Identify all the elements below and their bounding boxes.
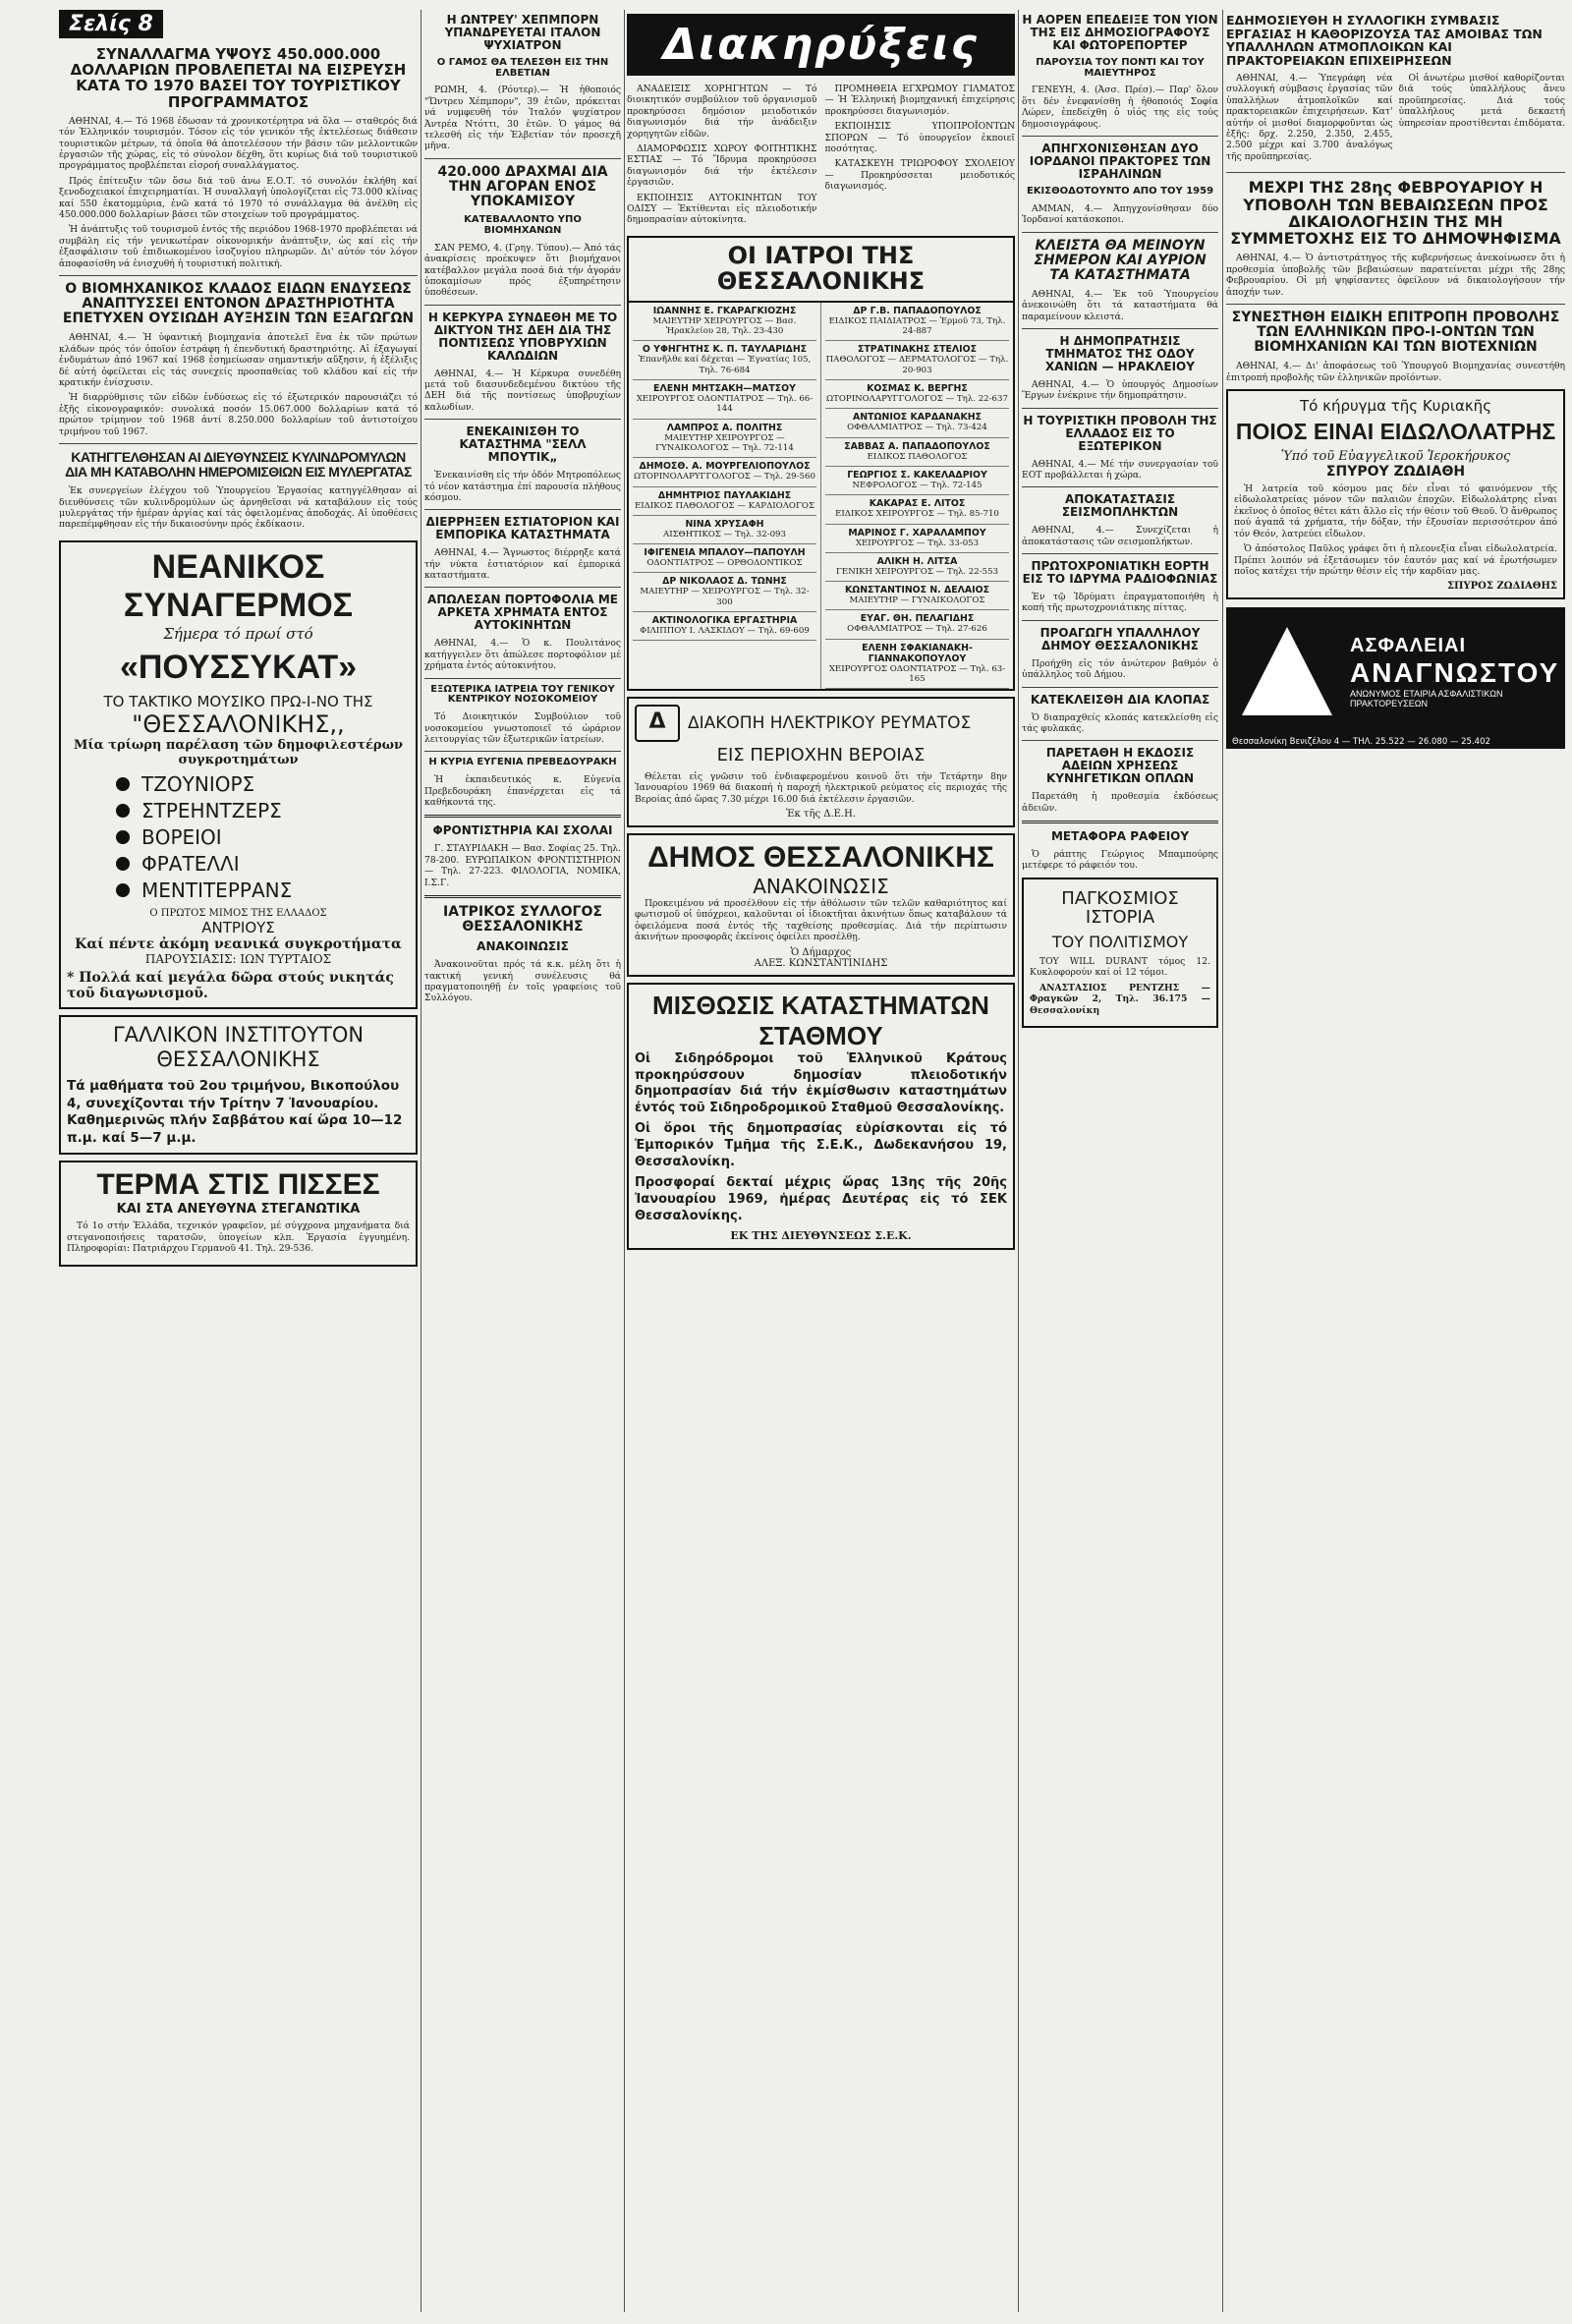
article-text: Οἱ ἀνωτέρω μισθοί καθορίζονται διά τούς ὑπαλλήλους ἄνευ προϋπηρεσίας. Διά τούς ὑπαλλήλους μετά δεκαετή ὑπηρεσίαν προστίθενται ἐπιδόματα. (1398, 73, 1565, 129)
ad-subtitle: Σήμερα τό πρωί στό (163, 624, 313, 643)
article-text: Πρός ἐπίτευξιν τῶν ὅσω διά τοῦ ἀνω Ε.Ο.Τ. τό συνολόν ἐκλήθη καί ξενοδοχειακοί ἐπιχειρηματίαι. Ἡ συναλλαγή ὑπολογίζεται εἰς 73.000 κλίνας καί 550 ἐκατομμύρια, ἐνῶ κατά τό 1970 τό συνάλλαγμα θά ἀνέλθη εἰς 450.000.000 δολλαρίων βάσει τῶν στοιχείων τοῦ προγράμματος. (59, 175, 418, 220)
divider (424, 751, 621, 752)
doctor-specialty: ΟΔΟΝΤΙΑΤΡΟΣ — ΟΡΘΟΔΟΝΤΙΚΟΣ (646, 558, 803, 569)
doctor-entry (825, 409, 1009, 437)
notice-text: Προσφοραί δεκταί μέχρις ὥρας 13ης τῆς 20ῆς Ἰανουαρίου 1969, ἡμέρας Δευτέρας εἰς τό ΣΕΚ Θεσσαλονίκης. (635, 1174, 1007, 1223)
ad-book (1022, 878, 1218, 1028)
article-text: ΓΕΝΕΥΗ, 4. (Ἀσσ. Πρέσ).— Παρ' ὅλον ὅτι δέν ἐνεφανίσθη ἡ ἠθοποιός Σοφία Λώρεν, ἐπεδείχθη ὁ υἱός της εἰς τούς δημοσιογράφους. (1022, 85, 1218, 130)
notice-text: Οἱ ὅροι τῆς δημοπρασίας εὑρίσκονται εἰς τό Ἐμπορικόν Τμῆμα τῆς Σ.Ε.Κ., Δωδεκανήσου 19, Θεσσαλονίκη. (635, 1121, 1007, 1169)
sermon-text: Ὁ ἀπόστολος Παῦλος γράφει ὅτι ἡ πλεονεξία εἶναι εἰδωλολατρεία. Πρέπει λοιπόν νά ἐξετάσωμεν τόν ἑαυτόν μας καί νά ἐρωτήσωμεν ποῖος κατέχει τήν πρώτην θέσιν εἰς τήν καρδίαν μας. (1234, 543, 1557, 577)
divider (1022, 232, 1218, 233)
sermon-text: Ἡ λατρεία τοῦ κόσμου μας δέν εἶναι τό φαινόμενον τῆς εἰδωλολατρείας μόνον τῶν παλαιῶν ἐποχῶν. Εἰδωλολάτρης εἶναι ἐκεῖνος ὁ ὁποῖος θέτει κάτι ἄλλο εἰς τήν θέσιν τοῦ Θεοῦ. Ὁ ἄνθρωπος πού ἀγαπᾶ τά χρήματα, τήν δόξαν, τήν ἐξουσίαν περισσότερον ἀπό τόν Θεόν, λατρεύει εἴδωλον. (1234, 483, 1557, 539)
doctor-name: ΑΝΤΩΝΙΟΣ ΚΑΡΔΑΝΑΚΗΣ (853, 412, 982, 424)
divider (424, 158, 621, 159)
ad-text: "ΘΕΣΣΑΛΟΝΙΚΗΣ,, (132, 709, 345, 738)
notice-text: ΔΙΑΜΟΡΦΩΣΙΣ ΧΩΡΟΥ ΦΟΙΤΗΤΙΚΗΣ ΕΣΤΙΑΣ — Τό Ἵδρυμα προκηρύσσει διαγωνισμόν διά τήν ἐκτέλεσιν ἐργασιῶν. (627, 143, 817, 189)
doctor-name: ΕΛΕΝΗ ΜΗΤΣΑΚΗ—ΜΑΤΣΟΥ (653, 382, 796, 394)
notice-text: ΕΚΠΟΙΗΣΙΣ ΥΠΟΠΡΟΪΟΝΤΩΝ ΣΠΟΡΩΝ — Τό ὑπουργεῖον ἐκποιεῖ ποσότητας. (824, 121, 1015, 155)
divider (424, 305, 621, 306)
divider (59, 443, 418, 444)
headline-tourism-promotion: Η ΤΟΥΡΙΣΤΙΚΗ ΠΡΟΒΟΛΗ ΤΗΣ ΕΛΛΑΔΟΣ ΕΙΣ ΤΟ ΕΞΩΤΕΡΙΚΟΝ (1023, 413, 1217, 453)
headline-shop-opening: ΕΝΕΚΑΙΝΙΣΘΗ ΤΟ ΚΑΤΑΣΤΗΜΑ "ΣΕΛΛ ΜΠΟΥΤΙΚ„ (459, 425, 587, 465)
doctor-entry (633, 303, 816, 342)
sermon-title: ΠΟΙΟΣ ΕΙΝΑΙ ΕΙΔΩΛΟΛΑΤΡΗΣ (1235, 419, 1556, 445)
doctor-name: ΣΑΒΒΑΣ Α. ΠΑΠΑΔΟΠΟΥΛΟΣ (844, 440, 990, 452)
divider (1022, 408, 1218, 409)
divider (424, 815, 621, 818)
column-1 (59, 10, 418, 2312)
doctor-name: Ο ΥΦΗΓΗΤΗΣ Κ. Π. ΤΑΥΛΑΡΙΔΗΣ (642, 344, 808, 356)
article-text: ΑΜΜΑΝ, 4.— Ἀπηγχονίσθησαν δύο Ἰορδανοί κατάσκοποι. (1022, 202, 1218, 226)
doctors-list-right (821, 303, 1013, 690)
subheadline: ΠΑΡΟΥΣΙΑ ΤΟΥ ΠΟΝΤΙ ΚΑΙ ΤΟΥ ΜΑΙΕΥΤΗΡΟΣ (1036, 56, 1205, 79)
divider (424, 895, 621, 898)
divider (59, 275, 418, 276)
article-text: ΑΘΗΝΑΙ, 4.— Ἄγνωστος διέρρηξε κατά τήν νύκτα ἑστιατόριον καί ἐμπορικά καταστήματα. (424, 547, 621, 582)
notice-sign: ΕΚ ΤΗΣ ΔΙΕΥΘΥΝΣΕΩΣ Σ.Ε.Κ. (730, 1228, 912, 1242)
notice-sign: Ὁ Δήμαρχος (790, 946, 852, 958)
notice-text: Θέλεται εἰς γνῶσιν τοῦ ἐνδιαφερομένου κοινοῦ ὅτι τήν Τετάρτην 8ην Ἰανουαρίου 1969 θά διακοπή ἡ παροχή ἠλεκτρικοῦ ρεύματος εἰς περιοχάς τῆς Βεροίας ἀπό ὥρας 7.30 μέχρι 16.00 διά ἐκτέλεσιν ἐργασιῶν. (635, 770, 1007, 805)
divider (1022, 620, 1218, 621)
headline-shops-closed: ΚΛΕΙΣΤΑ ΘΑ ΜΕΙΝΟΥΝ ΣΗΜΕΡΟΝ ΚΑΙ ΑΥΡΙΟΝ ΤΑ ΚΑΤΑΣΤΗΜΑΤΑ (1034, 237, 1207, 283)
page-label: Σελίς 8 (59, 10, 163, 38)
doctor-specialty: ΜΑΙΕΥΤΗΡ — ΓΥΝΑΙΚΟΛΟΓΟΣ (849, 595, 985, 606)
headline-tailor: ΜΕΤΑΦΟΡΑ ΡΑΦΕΙΟΥ (1050, 829, 1190, 844)
ad-text: Μία τρίωρη παρέλαση τῶν δημοφιλεστέρων συγκροτημάτων (74, 737, 403, 767)
article-text: Ἡ διαρρύθμισις τῶν εἰδῶν ἐνδύσεως εἰς τό ἐξωτερικόν παρουσιάζει τό ἑξῆς εἰκονογραφικόν: συνολικά ποσόν 15.067.000 δολλαρίων κατά τό πρώτον τρίμηνον τοῦ 1968 ἀντί 8.250.000 δολλαρίων τοῦ ἀντιστοίχου τριμήνου τοῦ 1967. (59, 392, 418, 437)
headline-hepburn: Η ΩΝΤΡΕΥ' ΧΕΠΜΠΟΡΝ ΥΠΑΝΔΡΕΥΕΤΑΙ ΙΤΑΛΟΝ ΨΥΧΙΑΤΡΟΝ (444, 13, 601, 52)
ad-text: * Πολλά καί μεγάλα δῶρα στούς νικητάς τοῦ διαγωνισμοῦ. (67, 969, 394, 1001)
doctor-entry (633, 458, 816, 486)
ad-text: ΑΝΩΝΥΜΟΣ ΕΤΑΙΡΙΑ ΑΣΦΑΛΙΣΤΙΚΩΝ ΠΡΑΚΤΟΡΕΥΣΕΩΝ (1350, 688, 1503, 709)
column-rule (1222, 10, 1223, 2312)
ad-text: Τό 1ο στήν Ἑλλάδα, τεχνικόν γραφεῖον, μέ σύγχρονα μηχανήματα διά στεγανοποιήσεις ταρατσῶν, ὑπογείων κλπ. Ἐργασία ἐγγυημένη. Πληροφορίαι: Πατριάρχου Γερμανοῦ 41. Τηλ. 29-536. (67, 1220, 410, 1255)
article-text: Ἐκ συνεργείων ἐλέγχου τοῦ Ὑπουργείου Ἐργασίας κατηγγέλθησαν αἱ διευθύνσεις τῶν κυλινδρομύλων ὡς ἀρνηθεῖσαι νά καταβάλουν εἰς τούς μυλεργάτας τήν ἡμέραν ἀργίας καί τάς ὀφειλομένας ἀποδοχάς. Αἱ ὑποθέσεις παρεπέμφθησαν εἰς τήν δικαιοσύνην πρός ἐκδίκασιν. (59, 485, 418, 531)
article-text: ΑΘΗΝΑΙ, 4.— Ὁ κ. Πουλιτάνος κατήγγειλεν ὅτι ἀπώλεσε πορτοφόλιον μέ χρήματα ἐντός αὐτοκινήτου. (424, 638, 621, 672)
doctor-specialty: ΑΙΣΘΗΤΙΚΟΣ — Τηλ. 32-093 (663, 529, 786, 539)
column-4 (1022, 10, 1218, 2312)
article-text: Παρετάθη ἡ προθεσμία ἐκδόσεως ἀδειῶν. (1022, 791, 1218, 814)
headline-road-tender: Η ΔΗΜΟΠΡΑΤΗΣΙΣ ΤΜΗΜΑΤΟΣ ΤΗΣ ΟΔΟΥ ΧΑΝΙΩΝ — ΗΡΑΚΛΕΙΟΥ (1045, 334, 1195, 373)
band-list (67, 771, 410, 904)
column-3 (627, 10, 1015, 2312)
ad-text: Τά μαθήματα τοῦ 2ου τριμήνου, Βικοπούλου 4, συνεχίζονται τήν Τρίτην 7 Ἰανουαρίου. Καθημερινῶς πλήν Σαββάτου καί ὥρα 10—12 π.μ. καί 5—7 μ.μ. (67, 1078, 403, 1146)
sermon-kicker: Τό κήρυγμα τῆς Κυριακῆς (1300, 397, 1491, 416)
doctor-specialty: ΕΙΔΙΚΟΣ ΧΕΙΡΟΥΡΓΟΣ — Τηλ. 85-710 (835, 509, 999, 520)
doctor-specialty: ΕΙΔΙΚΟΣ ΠΑΙΔΙΑΤΡΟΣ — Ἐρμοῦ 73, Τηλ. 24-887 (828, 315, 1006, 336)
doctor-entry (825, 610, 1009, 639)
doctor-specialty: ΧΕΙΡΟΥΡΓΟΣ ΟΔΟΝΤΙΑΤΡΟΣ — Τηλ. 66-144 (636, 393, 814, 415)
article-text: ΑΘΗΝΑΙ, 4.— Δι' ἀποφάσεως τοῦ Ὑπουργοῦ Βιομηχανίας συνεστήθη ἐπιτροπή προβολῆς τῶν ἑλληνικῶν προϊόντων. (1226, 361, 1565, 383)
ad-title: ΝΕΑΝΙΚΟΣ ΣΥΝΑΓΕΡΜΟΣ (123, 547, 354, 624)
ad-text: ΑΝΤΡΙΟΥΣ (201, 918, 275, 936)
doctor-entry (633, 516, 816, 544)
headline-wallets: ΑΠΩΛΕΣΑΝ ΠΟΡΤΟΦΟΛΙΑ ΜΕ ΑΡΚΕΤΑ ΧΡΗΜΑΤΑ ΕΝΤΟΣ ΑΥΤΟΚΙΝΗΤΩΝ (427, 593, 618, 633)
doctor-entry (825, 303, 1009, 342)
doctor-specialty: ΠΑΘΟΛΟΓΟΣ — ΔΕΡΜΑΤΟΛΟΓΟΣ — Τηλ. 20-903 (825, 355, 1009, 375)
divider (424, 419, 621, 420)
section-title: Διακηρύξεις (627, 14, 1015, 76)
doctor-entry (633, 487, 816, 516)
doctor-specialty: ΟΦΘΑΛΜΙΑΤΡΟΣ — Τηλ. 73-424 (847, 423, 987, 433)
doctor-specialty: ΜΑΙΕΥΤΗΡ ΧΕΙΡΟΥΡΓΟΣ — Βασ. Ἡρακλείου 28, Τηλ. 23-430 (652, 315, 797, 336)
ad-french-institute (59, 1015, 418, 1156)
divider (1022, 486, 1218, 487)
divider (424, 509, 621, 510)
notice-sign: ΑΛΕΞ. ΚΩΝΣΤΑΝΤΙΝΙΔΗΣ (754, 957, 888, 969)
doctor-specialty: ΝΕΦΡΟΛΟΓΟΣ — Τηλ. 72-145 (852, 480, 982, 490)
subheadline: ΚΑΤΕΒΑΛΛΟΝΤΟ ΥΠΟ ΒΙΟΜΗΧΑΝΩΝ (464, 214, 582, 237)
doctor-entry (825, 640, 1009, 690)
ad-text: ΤΟΥ WILL DURANT τόμος 12. Κυκλοφορούν καί οἱ 12 τόμοι. (1030, 955, 1210, 979)
article-text: Γ. ΣΤΑΥΡΙΔΑΚΗ — Βασ. Σοφίας 25. Τηλ. 78-200. ΕΥΡΩΠΑΙΚΟΝ ΦΡΟΝΤΙΣΤΗΡΙΟΝ — Τηλ. 27-223. ΦΙΛΟΛΟΓΙΑ, ΝΟΜΙΚΑ, Ι.Σ.Γ. (424, 843, 621, 888)
notice-title: ΔΗΜΟΣ ΘΕΣΣΑΛΟΝΙΚΗΣ (647, 841, 994, 875)
headline-person: Η ΚΥΡΙΑ ΕΥΓΕΝΙΑ ΠΡΕΒΕΔΟΥΡΑΚΗ (428, 757, 617, 768)
doctor-name: ΕΛΕΝΗ ΣΦΑΚΙΑΝΑΚΗ-ΓΙΑΝΝΑΚΟΠΟΥΛΟΥ (862, 642, 973, 664)
doctor-name: ΔΡ ΝΙΚΟΛΑΟΣ Δ. ΤΩΝΗΣ (662, 576, 787, 588)
column-rule (624, 10, 625, 2312)
column-2 (424, 10, 621, 2312)
sermon-sign: ΣΠΥΡΟΣ ΖΩΔΙΑΘΗΣ (1446, 581, 1557, 593)
headline-clothing-industry: Ο ΒΙΟΜΗΧΑΝΙΚΟΣ ΚΛΑΔΟΣ ΕΙΔΩΝ ΕΝΔΥΣΕΩΣ ΑΝΑΠΤΥΣΣΕΙ ΕΝΤΟΝΟΝ ΔΡΑΣΤΗΡΙΟΤΗΤΑ ΕΠΕΤΥΧΕΝ ΟΥΣΙΩΔΗ ΑΥΞΗΣΙΝ ΤΩΝ ΕΞΑΓΩΓΩΝ (62, 281, 415, 327)
doctor-name: ΙΩΑΝΝΗΣ Ε. ΓΚΑΡΑΓΚΙΟΖΗΣ (652, 305, 797, 316)
doctor-entry (633, 380, 816, 420)
doctor-name: ΝΙΝΑ ΧΡΥΣΑΦΗ (685, 518, 764, 530)
headline-hospital: ΕΞΩΤΕΡΙΚΑ ΙΑΤΡΕΙΑ ΤΟΥ ΓΕΝΙΚΟΥ ΚΕΝΤΡΙΚΟΥ ΝΟΣΟΚΟΜΕΙΟΥ (430, 683, 615, 706)
ad-venue: «ΠΟΥΣΣΥΚΑΤ» (119, 648, 358, 686)
headline-theft: ΚΑΤΕΚΛΕΙΣΘΗ ΔΙΑ ΚΛΟΠΑΣ (1030, 692, 1210, 707)
ad-text: ΠΑΡΟΥΣΙΑΣΙΣ: ΙΩΝ ΤΥΡΤΑΙΟΣ (144, 951, 332, 966)
doctor-name: ΚΩΝΣΤΑΝΤΙΝΟΣ Ν. ΔΕΛΑΙΟΣ (844, 585, 990, 596)
doctor-name: ΑΛΙΚΗ Η. ΛΙΤΣΑ (876, 555, 958, 567)
doctor-entry (633, 341, 816, 380)
band-item: ΤΖΟΥΝΙΟΡΣ (116, 771, 410, 798)
doctor-entry (633, 573, 816, 612)
doctor-name: ΕΥΑΓ. ΘΗ. ΠΕΛΑΓΙΔΗΣ (860, 613, 975, 625)
ad-waterproofing (59, 1161, 418, 1266)
notice-text: ΠΡΟΜΗΘΕΙΑ ΕΓΧΡΩΜΟΥ ΓΙΛΜΑΤΟΣ — Ἡ Ἐλληνική βιομηχανική ἐπιχείρησις προκηρύσσει διαγωνισμόν. (824, 84, 1015, 117)
article-text: Ἡ ἐκπαιδευτικός κ. Εὐγενία Πρεβεδουράκη ἐπανέρχεται εἰς τά καθήκοντά της. (424, 774, 621, 808)
notice-title: ΔΙΑΚΟΠΗ ΗΛΕΚΤΡΙΚΟΥ ΡΕΥΜΑΤΟΣ (688, 713, 972, 734)
divider (1022, 740, 1218, 741)
doctor-specialty: ΜΑΙΕΥΤΗΡ ΧΕΙΡΟΥΡΓΟΣ — ΓΥΝΑΙΚΟΛΟΓΟΣ — Τηλ. 72-114 (655, 432, 794, 453)
sunday-sermon (1226, 389, 1565, 599)
article-text: Ἀνακοινοῦται πρός τά κ.κ. μέλη ὅτι ἡ τακτική γενική συνέλευσις θά πραγματοποιηθῇ ἐν τοῖς γραφείοις τοῦ Συλλόγου. (424, 959, 621, 1004)
article-text: ΑΘΗΝΑΙ, 4.— Μέ τήν συνεργασίαν τοῦ ΕΟΤ προβάλλεται ἡ χώρα. (1022, 458, 1218, 482)
doctor-specialty: ΟΦΘΑΛΜΙΑΤΡΟΣ — Τηλ. 27-626 (847, 624, 987, 635)
doctor-entry (825, 438, 1009, 467)
divider (1022, 821, 1218, 823)
bullet-icon (116, 857, 130, 871)
ad-text: Καί πέντε ἀκόμη νεανικά συγκροτήματα (75, 935, 402, 952)
ad-title: ΑΝΑΓΝΩΣΤΟΥ (1350, 656, 1560, 688)
tender-notices (627, 84, 1015, 230)
doctor-entry (825, 525, 1009, 553)
dei-logo-icon (635, 705, 680, 742)
municipality-notice (627, 833, 1015, 977)
article-text: ΑΘΗΝΑΙ, 4.— Συνεχίζεται ἡ ἀποκατάστασις τῶν σεισμοπλήκτων. (1022, 525, 1218, 547)
headline-promotion: ΠΡΟΑΓΩΓΗ ΥΠΑΛΛΗΛΟΥ ΔΗΜΟΥ ΘΕΣΣΑΛΟΝΙΚΗΣ (1039, 625, 1201, 652)
headline-referendum: ΜΕΧΡΙ ΤΗΣ 28ης ΦΕΒΡΟΥΑΡΙΟΥ Η ΥΠΟΒΟΛΗ ΤΩΝ ΒΕΒΑΙΩΣΕΩΝ ΠΡΟΣ ΔΙΚΑΙΟΛΟΓΗΣΙΝ ΤΗΣ ΜΗ ΣΥΜΜΕΤΟΧΗΣ ΕΙΣ ΤΟ ΔΗΜΟΨΗΦΙΣΜΑ (1230, 178, 1561, 249)
doctor-specialty: ΦΙΛΙΠΠΟΥ Ι. ΛΑΣΚΙΔΟΥ — Τηλ. 69-609 (640, 626, 810, 637)
divider (1226, 304, 1565, 305)
doctor-entry (825, 495, 1009, 524)
doctor-name: ΙΦΙΓΕΝΕΙΑ ΜΠΑΛΟΥ—ΠΑΠΟΥΛΗ (644, 547, 806, 559)
power-outage-notice (627, 697, 1015, 827)
triangle-logo-icon (1242, 627, 1332, 715)
doctors-directory (627, 236, 1015, 692)
ad-subtitle: ΚΑΙ ΣΤΑ ΑΝΕΥΘΥΝΑ ΣΤΕΓΑΝΩΤΙΚΑ (116, 1202, 361, 1218)
divider (424, 678, 621, 679)
ad-title: ΤΕΡΜΑ ΣΤΙΣ ΠΙΣΣΕΣ (96, 1168, 380, 1202)
ad-title: ΠΑΓΚΟΣΜΙΟΣ ΙΣΤΟΡΙΑ (1061, 887, 1179, 929)
divider (424, 587, 621, 588)
sermon-author: ΣΠΥΡΟΥ ΖΩΔΙΑΘΗ (1325, 464, 1466, 481)
doctor-entry (633, 544, 816, 573)
article-text: Ἐν τῷ Ἰδρύματι ἐπραγματοποιήθη ἡ κοπή τῆς πρωτοχρονιάτικης πίττας. (1022, 592, 1218, 614)
article-text: Ἡ ἀνάπτυξις τοῦ τουρισμοῦ ἐντός τῆς περιόδου 1968-1970 προβλέπεται νά συμβάλη εἰς τήν γενικωτέραν οἰκονομικήν ἀνάπτυξιν, ὡς καί εἰς τήν ἐξασφάλισιν τοῦ ἐπιδιωκομένου ἰσοζυγίου πληρωμῶν. Δι' αὐτόν τόν λόγον ἀποφασίσθη νά ἐνισχυθή ἡ τουριστική πολιτική. (59, 224, 418, 269)
doctor-name: ΔΗΜΗΤΡΙΟΣ ΠΑΥΛΑΚΙΔΗΣ (657, 489, 792, 501)
band-item: ΣΤΡΕΗΝΤΖΕΡΣ (116, 798, 410, 824)
notice-text: Οἱ Σιδηρόδρομοι τοῦ Ἑλληνικοῦ Κράτους προκηρύσσουν δημοσίαν πλειοδοτικήν δημοπρασίαν διά τήν ἐκμίσθωσιν καταστημάτων ἐντός τοῦ Σιδηροδρομικοῦ Σταθμοῦ Θεσσαλονίκης. (635, 1050, 1007, 1116)
doctor-entry (825, 341, 1009, 380)
article-text: ΑΘΗΝΑΙ, 4.— Ἐκ τοῦ Ὑπουργείου ἀνεκοινώθη ὅτι τά καταστήματα θά παραμείνουν κλειστά. (1022, 288, 1218, 322)
ad-text: ΑΝΑΣΤΑΣΙΟΣ ΡΕΝΤΖΗΣ — Φραγκῶν 2, Τηλ. 36.175 — Θεσσαλονίκη (1030, 982, 1210, 1016)
article-text: Προήχθη εἰς τόν ἀνώτερον βαθμόν ὁ ὑπάλληλος τοῦ Δήμου. (1022, 657, 1218, 681)
band-item: ΦΡΑΤΕΛΛΙ (116, 851, 410, 878)
headline-jordan: ΑΠΗΓΧΟΝΙΣΘΗΣΑΝ ΔΥΟ ΙΟΡΔΑΝΟΙ ΠΡΑΚΤΟΡΕΣ ΤΩΝ ΙΣΡΑΗΛΙΝΩΝ (1029, 142, 1211, 181)
divider (1022, 136, 1218, 137)
headline-loren: Η ΑΟΡΕΝ ΕΠΕΔΕΙΞΕ ΤΟΝ ΥΙΟΝ ΤΗΣ ΕΙΣ ΔΗΜΟΣΙΟΓΡΑΦΟΥΣ ΚΑΙ ΦΩΤΟΡΕΠΟΡΤΕΡ (1022, 13, 1218, 52)
article-text: ΑΘΗΝΑΙ, 4.— Ὁ ὑπουργός Δημοσίων Ἔργων ἐνέκρινε τήν δημοπράτησιν. (1022, 378, 1218, 402)
subheadline: ΑΝΑΚΟΙΝΩΣΙΣ (477, 939, 569, 954)
column-rule (1018, 10, 1019, 2312)
ad-text: ΤΟ ΤΑΚΤΙΚΟ ΜΟΥΣΙΚΟ ΠΡΩ-Ι-ΝΟ ΤΗΣ (103, 692, 373, 710)
headline-hunting: ΠΑΡΕΤΑΘΗ Η ΕΚΔΟΣΙΣ ΑΔΕΙΩΝ ΧΡΗΣΕΩΣ ΚΥΝΗΓΕΤΙΚΩΝ ΟΠΛΩΝ (1045, 746, 1195, 786)
doctor-entry (825, 380, 1009, 409)
article-text: Ὁ ράπτης Γεώργιος Μπαμπούρης μετέφερε τό ράφειόν του. (1022, 848, 1218, 872)
article-text: ΡΩΜΗ, 4. (Ρόυτερ).— Ἡ ἠθοποιός "Ὤντρευ Χέπμπορν", 39 ἐτῶν, πρόκειται νά νυμφευθή τόν Ἰταλόν ψυχίατρον Ἀντρέα Ντόττι, 30 ἐτῶν. Ὁ γάμος θά τελεσθή εἰς τήν Ἑλβετίαν τόν προσεχῆ μῆνα. (424, 85, 621, 152)
doctor-name: ΔΡ Γ.Β. ΠΑΠΑΔΟΠΟΥΛΟΣ (853, 305, 982, 316)
headline-schools: ΦΡΟΝΤΙΣΤΗΡΙΑ ΚΑΙ ΣΧΟΛΑΙ (432, 823, 613, 838)
doctor-specialty: ΧΕΙΡΟΥΡΓΟΣ — Τηλ. 33-053 (855, 538, 980, 548)
headline-radio: ΠΡΩΤΟΧΡΟΝΙΑΤΙΚΗ ΕΟΡΤΗ ΕΙΣ ΤΟ ΙΔΡΥΜΑ ΡΑΔΙΟΦΩΝΙΑΣ (1022, 559, 1218, 587)
doctors-list-left (629, 303, 821, 690)
bullet-icon (116, 804, 130, 818)
headline-earthquake: ΑΠΟΚΑΤΑΣΤΑΣΙΣ ΣΕΙΣΜΟΠΛΗΚΤΩΝ (1061, 492, 1179, 520)
doctor-specialty: ΩΤΟΡΙΝΟΛΑΡΥΓΓΟΛΟΓΟΣ — Τηλ. 22-637 (826, 393, 1008, 404)
bullet-icon (116, 883, 130, 897)
doctor-entry (825, 467, 1009, 495)
doctor-name: ΓΕΩΡΓΙΟΣ Σ. ΚΑΚΕΛΑΔΡΙΟΥ (847, 469, 987, 481)
doctor-name: ΚΟΣΜΑΣ Κ. ΒΕΡΓΗΣ (867, 382, 968, 394)
doctor-entry (825, 582, 1009, 610)
bullet-icon (116, 830, 130, 844)
doctor-specialty: ΧΕΙΡΟΥΡΓΟΣ ΟΔΟΝΤΙΑΤΡΟΣ — Τηλ. 63-165 (828, 663, 1006, 685)
railway-lease-notice (627, 983, 1015, 1250)
article-text: ΑΘΗΝΑΙ, 4.— Ἡ Κέρκυρα συνεδέθη μετά τοῦ διασυνδεδεμένου δικτύου τῆς ΔΕΗ διά τῆς ποντίσεως ὑποβρυχίων καλωδίων. (424, 368, 621, 413)
doctor-name: ΜΑΡΙΝΟΣ Γ. ΧΑΡΑΛΑΜΠΟΥ (848, 527, 986, 538)
subheadline: Ο ΓΑΜΟΣ ΘΑ ΤΕΛΕΣΘΗ ΕΙΣ ΤΗΝ ΕΛΒΕΤΙΑΝ (436, 56, 609, 79)
headline-corfu: Η ΚΕΡΚΥΡΑ ΣΥΝΔΕΘΗ ΜΕ ΤΟ ΔΙΚΤΥΟΝ ΤΗΣ ΔΕΗ ΔΙΑ ΤΗΣ ΠΟΝΤΙΣΕΩΣ ΥΠΟΒΡΥΧΙΩΝ ΚΑΛΩΔΙΩΝ (427, 310, 618, 363)
notice-title: ΜΙΣΘΩΣΙΣ ΚΑΤΑΣΤΗΜΑΤΩΝ ΣΤΑΘΜΟΥ (652, 990, 989, 1050)
headline-tourism: ΣΥΝΑΛΛΑΓΜΑ ΥΨΟΥΣ 450.000.000 ΔΟΛΛΑΡΙΩΝ ΠΡΟΒΛΕΠΕΤΑΙ ΝΑ ΕΙΣΡΕΥΣΗ ΚΑΤΑ ΤΟ 1970 ΒΑΣΕΙ ΤΟΥ ΤΟΥΡΙΣΤΙΚΟΥ ΠΡΟΓΡΑΜΜΑΤΟΣ (70, 45, 407, 111)
divider (1226, 172, 1565, 173)
doctor-entry (825, 553, 1009, 582)
divider (1022, 687, 1218, 688)
notice-subtitle: ΑΝΑΚΟΙΝΩΣΙΣ (753, 875, 889, 899)
article-text: Τό Διοικητικόν Συμβούλιον τοῦ νοσοκομείου γνωστοποιεῖ τό ὡράριον λειτουργίας τῶν ἐξωτερικῶν ἰατρείων. (424, 711, 621, 745)
notice-text: ΑΝΑΔΕΙΞΙΣ ΧΟΡΗΓΗΤΩΝ — Τό διοικητικόν συμβούλιον τοῦ ὁργανισμοῦ προκηρύσσει δημόσιον μειοδοτικόν διαγωνισμόν διά τήν ἀνάδειξιν χορηγητῶν εἰδῶν. (627, 84, 817, 140)
headline-labor-contract: ΕΔΗΜΟΣΙΕΥΘΗ Η ΣΥΛΛΟΓΙΚΗ ΣΥΜΒΑΣΙΣ ΕΡΓΑΣΙΑΣ Η ΚΑΘΟΡΙΖΟΥΣΑ ΤΑΣ ΑΜΟΙΒΑΣ ΤΩΝ ΥΠΑΛΛΗΛΩΝ ΑΤΜΟΠΛΟΙΚΩΝ ΚΑΙ ΠΡΑΚΤΟΡΕΙΑΚΩΝ ΕΠΙΧΕΙΡΗΣΕΩΝ (1226, 13, 1543, 68)
notice-text: ΕΚΠΟΙΗΣΙΣ ΑΥΤΟΚΙΝΗΤΩΝ ΤΟΥ ΟΔΙΣΥ — Ἐκτίθενται εἰς πλειοδοτικήν δημοπρασίαν αὐτοκίνητα. (627, 192, 817, 226)
band-item: ΒΟΡΕΙΟΙ (116, 824, 410, 851)
article-text: ΣΑΝ ΡΕΜΟ, 4. (Γρηγ. Τύπου).— Ἀπό τάς ἀνακρίσεις προέκυψεν ὅτι βιομήχανοι κατέβαλλον μεγάλα ποσά διά τήν ἀγοράν ὑποκαμίσων πρός ἐξυπηρέτησιν ὑποθέσεων. (424, 242, 621, 299)
divider (1022, 328, 1218, 329)
ad-youth-rally (59, 540, 418, 1009)
divider (1022, 553, 1218, 554)
headline-burglary: ΔΙΕΡΡΗΞΕΝ ΕΣΤΙΑΤΟΡΙΟΝ ΚΑΙ ΕΜΠΟΡΙΚΑ ΚΑΤΑΣΤΗΜΑΤΑ (425, 515, 620, 542)
doctor-name: ΣΤΡΑΤΙΝΑΚΗΣ ΣΤΕΛΙΟΣ (857, 344, 977, 356)
doctor-entry (633, 420, 816, 459)
doctor-name: ΑΚΤΙΝΟΛΟΓΙΚΑ ΕΡΓΑΣΤΗΡΙΑ (651, 615, 798, 627)
article-text: Ἐνεκαινίσθη εἰς τήν ὁδόν Μητροπόλεως τό νέον κατάστημα ἐπί παρουσία πλήθους κόσμου. (424, 470, 621, 503)
headline-shirt: 420.000 ΔΡΑΧΜΑΙ ΔΙΑ ΤΗΝ ΑΓΟΡΑΝ ΕΝΟΣ ΥΠΟΚΑΜΙΣΟΥ (437, 163, 608, 210)
doctor-name: ΔΗΜΟΣΘ. Α. ΜΟΥΡΓΕΛΙΟΠΟΥΛΟΣ (639, 461, 811, 473)
doctor-entry (633, 612, 816, 641)
notice-text: Προκειμένου νά προσέλθουν εἰς τήν ἀθόλωσιν τῶν τελῶν καθαριότητος καί φωτισμοῦ οἱ ὑπόχρεοι, καλοῦνται οἱ ἰδιοκτῆται ἀκινήτων ὅπως καταβάλουν τά ὀφειλόμενα ποσά ἐντός τῆς ταχθείσης προθεσμίας. Διά τήν περίπτωσιν ἀκινήτων προσφορᾶς ἐκείνοις ὀφείλει προσέλθῃ. (635, 898, 1007, 943)
notice-sign: Ἐκ τῆς Δ.Ε.Η. (785, 809, 857, 821)
sermon-byline: Ὑπό τοῦ Εὐαγγελικοῦ Ἱεροκήρυκος (1280, 449, 1511, 465)
ad-text: Ο ΠΡΩΤΟΣ ΜΙΜΟΣ ΤΗΣ ΕΛΛΑΔΟΣ (149, 907, 327, 919)
notice-subtitle: ΕΙΣ ΠΕΡΙΟΧΗΝ ΒΕΡΟΙΑΣ (716, 745, 926, 766)
ad-address: Θεσσαλονίκη Βενιζέλου 4 — ΤΗΛ. 25.522 — 26.080 — 25.402 (1226, 735, 1565, 749)
band-item: ΜΕΝΤΙΤΕΡΡΑΝΣ (116, 878, 410, 904)
ad-insurance (1226, 607, 1565, 735)
article-text: ΑΘΗΝΑΙ, 4.— Ὑπεγράφη νέα συλλογική σύμβασις ἐργασίας τῶν ὑπαλλήλων ἀτμοπλοϊκῶν καί πρακτορειακῶν ἐπιχειρήσεων. Κατ' αὐτήν οἱ μισθοί διαμορφοῦνται ὡς ἑξῆς: δρχ. 2.250, 2.350, 2.455, 2.500 μέχρι καί 3.700 ἀναλόγως τῆς προϋπηρεσίας. (1226, 73, 1393, 162)
doctor-specialty: Ἐπανῆλθε καί δέχεται — Ἐγνατίας 105, Τηλ. 76-684 (638, 355, 812, 375)
doctor-specialty: ΜΑΙΕΥΤΗΡ — ΧΕΙΡΟΥΡΓΟΣ — Τηλ. 32-300 (640, 587, 810, 607)
bullet-icon (116, 777, 130, 791)
doctor-specialty: ΕΙΔΙΚΟΣ ΠΑΘΟΛΟΓΟΣ (867, 451, 968, 462)
doctor-name: ΛΑΜΠΡΟΣ Α. ΠΟΛΙΤΗΣ (666, 422, 783, 433)
headline-products-committee: ΣΥΝΕΣΤΗΘΗ ΕΙΔΙΚΗ ΕΠΙΤΡΟΠΗ ΠΡΟΒΟΛΗΣ ΤΩΝ ΕΛΛΗΝΙΚΩΝ ΠΡΟ-Ι-ΟΝΤΩΝ ΤΩΝ ΒΙΟΜΗΧΑΝΙΩΝ ΚΑΙ ΤΩΝ ΒΙΟΤΕΧΝΙΩΝ (1231, 309, 1560, 356)
article-text: Ὁ διαπραχθείς κλοπάς κατεκλείσθη εἰς τάς φυλακάς. (1022, 711, 1218, 734)
doctor-specialty: ΕΙΔΙΚΟΣ ΠΑΘΟΛΟΓΟΣ — ΚΑΡΔΙΟΛΟΓΟΣ (634, 500, 815, 511)
article-text: ΑΘΗΝΑΙ, 4.— Τό 1968 ἐδωσαν τά χρονικοτέρητρα νά ὅλα — σταθερός διά τόν Ἑλληνικόν τουρισμόν. Τόσον εἰς τόν γενικόν τῆς ἐκτελέσεως διάθεσιν τουριστικῶν μέτρων, τά ὁποῖα θά ἀποτελέσουν τήν βάσιν τῶν μελλοντικῶν ἐργασιῶν τῆς χώρας, εἰς τό σύνολον δέχθη, ὅτι κυρίως διά τοῦ τουριστικοῦ προγράμματος προβλέπεται εἰσροή συναλλάγματος. (59, 115, 418, 172)
doctor-specialty: ΓΕΝΙΚΗ ΧΕΙΡΟΥΡΓΟΣ — Τηλ. 22-553 (835, 566, 999, 577)
headline-mill-workers: ΚΑΤΗΓΓΕΛΘΗΣΑΝ ΑΙ ΔΙΕΥΘΥΝΣΕΙΣ ΚΥΛΙΝΔΡΟΜΥΛΩΝ ΔΙΑ ΜΗ ΚΑΤΑΒΟΛΗΝ ΗΜΕΡΟΜΙΣΘΙΩΝ ΕΙΣ ΜΥΛΕΡΓΑΤΑΣ (65, 449, 412, 481)
doctor-name: ΚΑΚΑΡΑΣ Ε. ΛΙΤΟΣ (869, 498, 966, 510)
notice-text: ΚΑΤΑΣΚΕΥΗ ΤΡΙΩΡΟΦΟΥ ΣΧΟΛΕΙΟΥ — Προκηρύσσεται μειοδοτικός διαγωνισμός. (824, 158, 1015, 193)
article-text: ΑΘΗΝΑΙ, 4.— Ἡ ὑφαντική βιομηχανία ἀποτελεῖ ἕνα ἐκ τῶν πρώτων κλάδων πρός τόν ὁποῖον ἐστράφη ἡ ἐπενδυτική δραστηριότης. Αἱ ἐξαγωγαί ἐνδυμάτων ἀπό 1967 καί 1968 ἐσημείωσαν σημαντικήν αὔξησιν, ἡ ἐξέλιξις δέ αὐτή ὀφείλεται εἰς τάς συνεχείς προσπαθείας τοῦ κλάδου καί εἰς τήν κρατικήν ἐνίσχυσιν. (59, 332, 418, 388)
doctor-specialty: ΩΤΟΡΙΝΟΛΑΡΥΓΓΟΛΟΓΟΣ — Τηλ. 29-560 (634, 472, 815, 482)
headline-medical-association: ΙΑΤΡΙΚΟΣ ΣΥΛΛΟΓΟΣ ΘΕΣΣΑΛΟΝΙΚΗΣ (443, 903, 602, 935)
subheadline: ΕΚΙΣΘΟΔΟΤΟΥΝΤΟ ΑΠΟ ΤΟΥ 1959 (1026, 185, 1214, 197)
ad-title: ΓΑΛΛΙΚΟΝ ΙΝΣΤΙΤΟΥΤΟΝ ΘΕΣΣΑΛΟΝΙΚΗΣ (112, 1022, 365, 1072)
ad-title: ΑΣΦΑΛΕΙΑΙ (1350, 634, 1467, 656)
column-5 (1226, 10, 1565, 2312)
ad-subtitle: ΤΟΥ ΠΟΛΙΤΙΣΜΟΥ (1051, 932, 1189, 951)
article-text: ΑΘΗΝΑΙ, 4.— Ὁ ἀντιστράτηγος τῆς κυβερνήσεως ἀνεκοίνωσεν ὅτι ἡ προθεσμία ὑποβολῆς τῶν βεβαιώσεων παρατείνεται μέχρι τῆς 28ης Φεβρουαρίου. Οἱ μή ψηφίσαντες ὀφείλουν νά δικαιολογήσουν τήν ἀποχήν των. (1226, 253, 1565, 298)
doctors-title: ΟΙ ΙΑΤΡΟΙ ΤΗΣ ΘΕΣΣΑΛΟΝΙΚΗΣ (629, 238, 1013, 303)
